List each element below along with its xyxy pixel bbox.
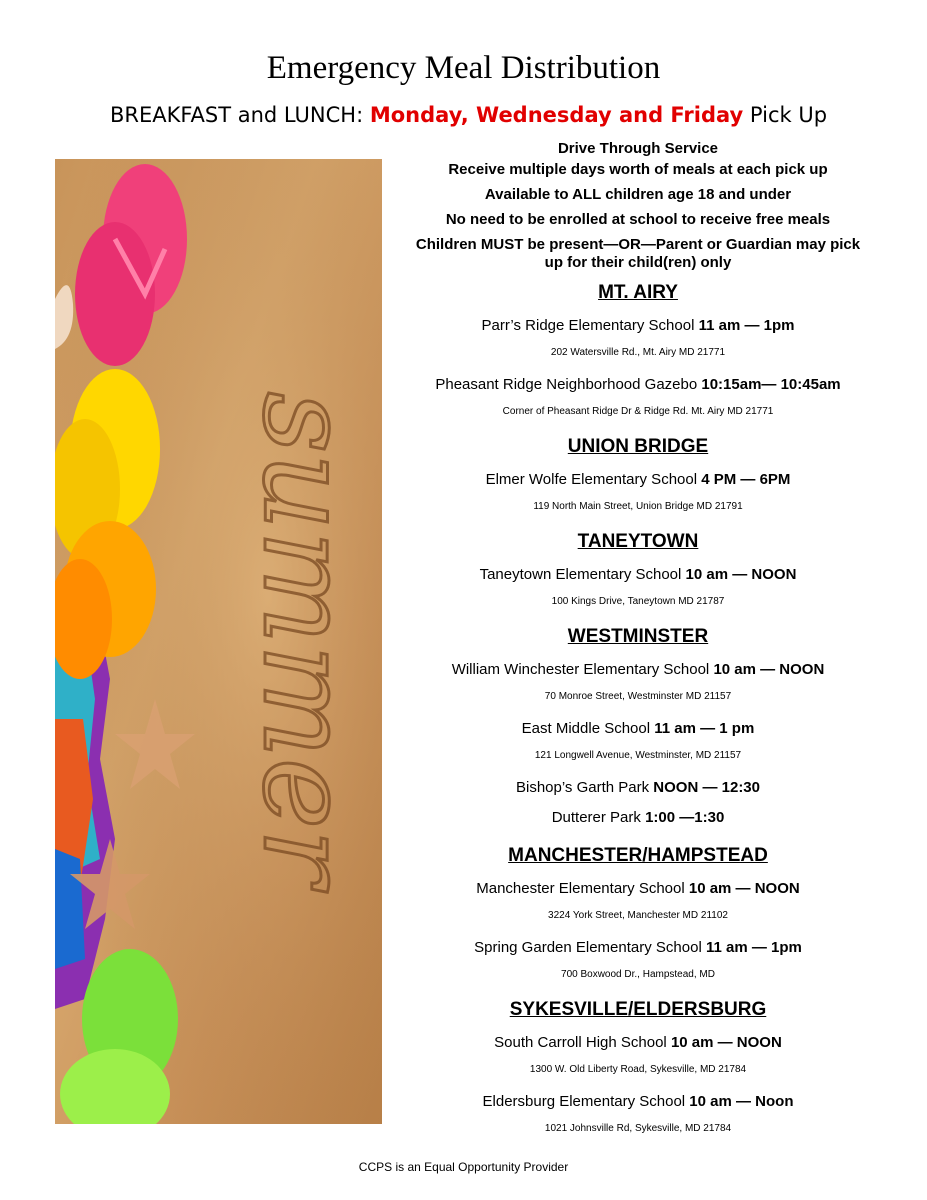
- site-time: 11 am — 1pm: [698, 317, 795, 334]
- site-entry: [392, 1034, 884, 1052]
- site-address: Corner of Pheasant Ridge Dr & Ridge Rd. Mt. Airy MD 21771: [502, 406, 774, 417]
- site-name: Eldersburg Elementary School: [482, 1093, 690, 1110]
- site-name: East Middle School: [521, 720, 655, 737]
- site-name: Manchester Elementary School: [476, 880, 689, 897]
- site-entry: [392, 566, 884, 584]
- site-time: 10 am — NOON: [670, 1034, 782, 1051]
- site-time: 11 am — 1pm: [705, 939, 802, 956]
- page-title: Emergency Meal Distribution: [266, 50, 661, 86]
- site-address: 1021 Johnsville Rd, Sykesville, MD 21784: [544, 1123, 732, 1134]
- site-entry: [392, 720, 884, 738]
- site-entry: [392, 376, 884, 394]
- info-line: Receive multiple days worth of meals at each pick up: [448, 161, 828, 178]
- site-address: 100 Kings Drive, Taneytown MD 21787: [551, 596, 725, 607]
- info-line: No need to be enrolled at school to receive free meals: [445, 211, 831, 228]
- site-time: 1:00 —1:30: [645, 809, 725, 826]
- site-address: 3224 York Street, Manchester MD 21102: [548, 910, 728, 921]
- info-line: Available to ALL children age 18 and under: [484, 186, 792, 203]
- subtitle-days: Monday, Wednesday and Friday: [369, 103, 744, 127]
- site-time: 10:15am— 10:45am: [701, 376, 841, 393]
- subtitle: [0, 103, 927, 127]
- site-time: 4 PM — 6PM: [701, 471, 791, 488]
- site-name: Bishop’s Garth Park: [516, 779, 654, 796]
- site-entry: [392, 471, 884, 489]
- site-name: Elmer Wolfe Elementary School: [485, 471, 702, 488]
- subtitle-suffix: Pick Up: [743, 103, 828, 127]
- site-entry: [392, 809, 884, 827]
- site-entry: [392, 880, 884, 898]
- site-time: 10 am — Noon: [689, 1093, 794, 1110]
- site-time: 11 am — 1 pm: [654, 720, 755, 737]
- site-entry: [392, 939, 884, 957]
- region-heading-taneytown: TANEYTOWN: [577, 531, 699, 552]
- site-address: 119 North Main Street, Union Bridge MD 21791: [533, 501, 743, 512]
- subtitle-prefix: BREAKFAST and LUNCH:: [109, 103, 370, 127]
- site-entry: [392, 1093, 884, 1111]
- site-entry: [392, 317, 884, 335]
- site-name: South Carroll High School: [494, 1034, 671, 1051]
- region-heading-manchester: MANCHESTER/HAMPSTEAD: [508, 845, 768, 866]
- info-line: Children MUST be present—OR—Parent or Guardian may pick up for their child(ren) only: [415, 236, 861, 271]
- region-heading-union-bridge: UNION BRIDGE: [567, 436, 709, 457]
- site-time: NOON — 12:30: [653, 779, 760, 796]
- site-name: William Winchester Elementary School: [451, 661, 714, 678]
- region-heading-westminster: WESTMINSTER: [567, 626, 709, 647]
- site-time: 10 am — NOON: [688, 880, 800, 897]
- info-line: Drive Through Service: [557, 140, 719, 157]
- region-heading-sykesville: SYKESVILLE/ELDERSBURG: [509, 999, 767, 1020]
- footer-note: CCPS is an Equal Opportunity Provider: [358, 1160, 569, 1174]
- summer-beach-photo: [55, 159, 382, 1124]
- region-heading-mt-airy: MT. AIRY: [598, 282, 678, 303]
- site-address: 1300 W. Old Liberty Road, Sykesville, MD 21784: [529, 1064, 747, 1075]
- site-address: 70 Monroe Street, Westminster MD 21157: [544, 691, 732, 702]
- site-name: Dutterer Park: [551, 809, 646, 826]
- site-entry: [392, 661, 884, 679]
- site-address: 121 Longwell Avenue, Westminster, MD 21157: [534, 750, 742, 761]
- site-time: 10 am — NOON: [713, 661, 825, 678]
- site-entry: [392, 779, 884, 797]
- site-time: 10 am — NOON: [685, 566, 797, 583]
- site-address: 700 Boxwood Dr., Hampstead, MD: [561, 969, 715, 980]
- site-name: Spring Garden Elementary School: [474, 939, 706, 956]
- schedule-column: [392, 140, 884, 1152]
- site-name: Taneytown Elementary School: [479, 566, 686, 583]
- site-address: 202 Watersville Rd., Mt. Airy MD 21771: [550, 347, 726, 358]
- site-name: Pheasant Ridge Neighborhood Gazebo: [435, 376, 702, 393]
- site-name: Parr’s Ridge Elementary School: [481, 317, 699, 334]
- sand-writing: summer: [236, 391, 375, 887]
